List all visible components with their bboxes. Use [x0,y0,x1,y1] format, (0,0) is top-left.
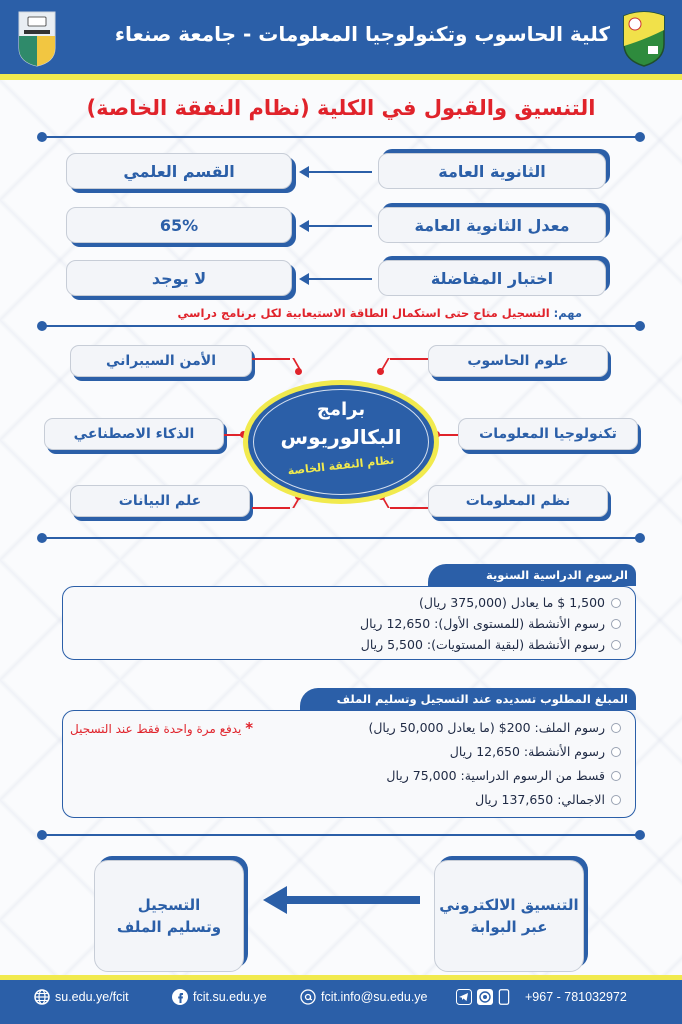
website-link[interactable]: su.edu.ye/fcit [55,990,129,1004]
bachelor-programs-badge [243,380,439,504]
divider [41,136,641,138]
fee-footnote [70,720,285,737]
connector-dot [377,368,384,375]
mobile-phone-icon [498,989,510,1005]
step-electronic-coordination [434,860,584,972]
fee-item-text: رسوم الأنشطة: 12,650 ريال [449,744,605,759]
main-title: التنسيق والقبول في الكلية (نظام النفقة الخاصة) [86,96,596,120]
fee-item [361,637,621,653]
footer-website[interactable] [34,989,129,1005]
college-logo [16,8,58,68]
email-link[interactable]: fcit.info@su.edu.ye [321,990,428,1004]
facebook-link[interactable]: fcit.su.edu.ye [193,990,267,1004]
arrow-left-icon [307,278,372,280]
bullet-circle-icon [611,747,621,757]
fee-item-text: الاجمالي: 137,650 ريال [475,792,605,807]
telegram-icon [456,989,472,1005]
requirement-label: الثانوية العامة [378,153,606,189]
at-sign-icon [300,989,316,1005]
footer-phone[interactable] [456,989,627,1005]
connector-line [438,434,458,436]
program-computer-science: علوم الحاسوب [428,345,608,377]
step-registration [94,860,244,972]
header-title: كلية الحاسوب وتكنولوجيا المعلومات - جامعة صنعاء [114,22,610,46]
fee-item-text: 1,500 $ ما يعادل (375,000 ريال) [419,595,605,610]
facebook-icon [172,989,188,1005]
header [0,0,682,74]
requirement-label: معدل الثانوية العامة [378,207,606,243]
fee-item-text: رسوم الملف: 200$ (ما يعادل 50,000 ريال) [368,720,605,735]
fee-item-text: رسوم الأنشطة (للمستوى الأول): 12,650 ريال [360,616,605,631]
divider [41,537,641,539]
connector-line [390,358,428,360]
arrow-left-icon [307,171,372,173]
divider [41,325,641,327]
badge-title-line2: البكالوريوس [280,425,402,449]
program-information-systems: نظم المعلومات [428,485,608,517]
step-text-line2: وتسليم الملف [116,918,222,936]
registration-fees-title: المبلغ المطلوب تسديده عند التسجيل وتسليم الملف [300,688,636,710]
requirement-value: لا يوجد [66,260,292,296]
step-text-line1: التسجيل [137,895,201,914]
arrow-left-icon [307,225,372,227]
fee-item [386,768,621,784]
fee-item-text: قسط من الرسوم الدراسية: 75,000 ريال [386,768,605,783]
bullet-circle-icon [611,598,621,608]
footer [0,980,682,1024]
footer-facebook[interactable] [172,989,267,1005]
note-text: التسجيل متاح حتى استكمال الطاقة الاستيعابية لكل برنامج دراسي [177,306,550,320]
phone-number[interactable]: +967 - 781032972 [525,990,627,1004]
program-data-science: علم البيانات [70,485,250,517]
asterisk-icon: * [245,719,254,737]
requirement-value: 65% [66,207,292,243]
badge-subtitle: نظام النفقة الخاصة [287,453,395,478]
annual-fees-title: الرسوم الدراسية السنوية [428,564,636,586]
bullet-circle-icon [611,640,621,650]
divider [41,834,641,836]
fee-item [360,616,621,632]
university-logo [620,10,668,68]
bullet-circle-icon [611,795,621,805]
important-note [60,306,582,320]
fee-item [368,720,621,736]
footer-email[interactable] [300,989,428,1005]
step-text-line1: التنسيق الالكتروني [439,895,579,914]
requirement-value: القسم العلمي [66,153,292,189]
program-cyber-security: الأمن السيبراني [70,345,252,377]
arrow-left-icon [285,896,420,904]
fee-item [450,744,621,760]
globe-icon [34,989,50,1005]
bullet-circle-icon [611,723,621,733]
fee-item [419,595,621,611]
connector-dot [295,368,302,375]
program-information-technology: تكنولوجيا المعلومات [458,418,638,450]
header-stripe [0,74,682,80]
bullet-circle-icon [611,771,621,781]
badge-title-line1: برامج [316,399,366,420]
note-label: مهم: [553,306,582,320]
bullet-circle-icon [611,619,621,629]
program-artificial-intelligence: الذكاء الاصطناعي [44,418,224,450]
fee-item [475,792,621,808]
whatsapp-icon [477,989,493,1005]
annual-fees-box [62,586,636,660]
step-text-line2: عبر البوابة [470,918,548,936]
fee-item-text: رسوم الأنشطة (لبقية المستويات): 5,500 ريال [360,637,605,652]
fee-footnote-text: يدفع مرة واحدة فقط عند التسجيل [70,722,242,736]
requirement-label: اختبار المفاضلة [378,260,606,296]
